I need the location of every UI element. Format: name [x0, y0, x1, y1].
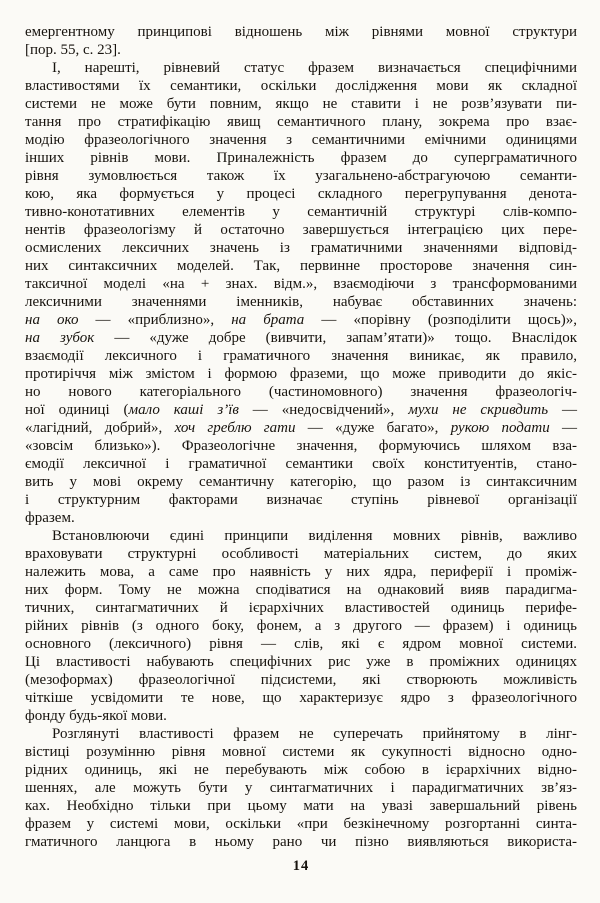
text-line — [25, 131, 577, 149]
text-line — [25, 563, 577, 581]
text-run: нентів фразеологізму й остаточно завершується інтеграцією цих пере- — [25, 222, 577, 238]
text-line — [25, 689, 577, 707]
text-line — [25, 221, 577, 239]
text-run: ках. Необхідно тільки при цьому мати на увазі завершальний рівень — [25, 798, 577, 814]
text-line — [25, 815, 577, 833]
text-run: — «недосвідчений», — [238, 402, 409, 418]
text-line — [25, 185, 577, 203]
text-run: Розглянуті властивості фразем не суперечать прийнятому в лінг- — [52, 726, 577, 742]
text-run: системи не може бути повним, якщо не ставити і не розв’язувати пи- — [25, 96, 577, 112]
italic-phrase: мало каші з’їв — [128, 402, 239, 418]
text-line — [25, 671, 577, 689]
italic-phrase: на око — [25, 312, 79, 328]
text-line — [25, 59, 577, 77]
text-line — [25, 401, 577, 419]
text-run: кою, яка формується у процесі складного перегрупування денота- — [25, 186, 577, 202]
text-line — [25, 257, 577, 275]
italic-phrase: мухи не скривдить — [408, 402, 549, 418]
text-run: «лагідний, добрий», — [25, 420, 175, 436]
text-line — [25, 599, 577, 617]
text-line — [25, 23, 577, 41]
text-line — [25, 311, 577, 329]
text-line — [25, 797, 577, 815]
text-run: емергентному принципові відношень між рівнями мовної структури — [25, 24, 577, 40]
text-run: — — [548, 402, 577, 418]
text-run: і структурним факторами визначає ступінь рівневої організації — [25, 492, 577, 508]
text-run: рійних рівнів (з одного боку, фонем, а з другого — фразем) і одиниць — [25, 618, 577, 634]
text-run: Встановлюючи єдині принципи виділення мовних рівнів, важливо — [52, 528, 577, 544]
text-line — [25, 95, 577, 113]
text-run: [пор. 55, с. 23]. — [25, 42, 121, 58]
text-run: (мезоформах) фразеологічної підсистеми, які створюють можливість — [25, 672, 577, 688]
text-run: таксичної моделі «на + знах. відм.», взаємодіючи з трансформованими — [25, 276, 577, 292]
text-run: модію фразеологічного значення з семантичними емічними одиницями — [25, 132, 577, 148]
text-line — [25, 113, 577, 131]
text-line — [25, 833, 577, 851]
text-run: рівня зумовлюється також їх узагальнено-абстрагуючою семанти- — [25, 168, 577, 184]
italic-phrase: хоч греблю гати — [174, 420, 296, 436]
text-line — [25, 437, 577, 455]
text-run: Ці властивості набувають специфічних рис уже в проміжних одиницях — [25, 654, 577, 670]
text-line — [25, 41, 577, 59]
text-line — [25, 779, 577, 797]
text-line — [25, 329, 577, 347]
paragraph — [25, 59, 577, 527]
text-line — [25, 761, 577, 779]
text-run: — «дуже багато», — [295, 420, 451, 436]
paragraph — [25, 527, 577, 725]
text-line — [25, 545, 577, 563]
text-line — [25, 383, 577, 401]
text-run: фонду будь-якої мови. — [25, 708, 167, 724]
text-line — [25, 491, 577, 509]
text-line — [25, 743, 577, 761]
paragraph — [25, 23, 577, 59]
text-run: рідних одиниць, які не перебувають між собою в ієрархічних відно- — [25, 762, 577, 778]
text-run: фразем у системі мови, оскільки «при безкінечному розгортанні синта- — [25, 816, 577, 832]
text-run: чіткіше усвідомити те нове, що характеризує ядро з фразеологічного — [25, 690, 577, 706]
text-line — [25, 653, 577, 671]
text-line — [25, 167, 577, 185]
text-line — [25, 455, 577, 473]
text-run: вить у мові окрему семантичну категорію, що разом із синтаксичним — [25, 474, 577, 490]
text-run: інших рівнів мови. Приналежність фразем до суперграматичного — [25, 150, 577, 166]
italic-phrase: на брата — [231, 312, 305, 328]
text-line — [25, 365, 577, 383]
text-line — [25, 617, 577, 635]
text-line — [25, 419, 577, 437]
text-run: протиріччя між змістом і формою фраземи, що може приводити до якіс- — [25, 366, 577, 382]
text-run: гматичного ланцюга в ньому рано чи пізно виявляються використа- — [25, 834, 577, 850]
text-line — [25, 635, 577, 653]
text-run: тання про стратифікацію явищ семантичного плану, зокрема про взає- — [25, 114, 577, 130]
italic-phrase: на зубок — [25, 330, 95, 346]
text-run: вістиці розумінню рівня мовної системи як сукупності відносно одно- — [25, 744, 577, 760]
text-line — [25, 509, 577, 527]
text-run: них синтаксичних моделей. Так, первинне просторове значення син- — [25, 258, 577, 274]
text-run: шеннях, але можуть бути у синтагматичних і парадигматичних зв’яз- — [25, 780, 577, 796]
text-run: ємодії лексичної і граматичної семантики своїх конституентів, стано- — [25, 456, 577, 472]
text-line — [25, 527, 577, 545]
paragraph — [25, 725, 577, 851]
page-number: 14 — [292, 858, 310, 874]
text-line — [25, 203, 577, 221]
text-run: І, нарешті, рівневий статус фразем визначається специфічними — [52, 60, 577, 76]
text-line — [25, 725, 577, 743]
text-run: фразем. — [25, 510, 75, 526]
text-run: них форм. Тому не можна сподіватися на однаковий вияв парадигма- — [25, 582, 577, 598]
text-run: но нового категоріального (частиномовного) значення фразеологіч- — [25, 384, 577, 400]
text-line — [25, 347, 577, 365]
text-run: тивно-конотативних елементів у семантичній структурі слів-компо- — [25, 204, 577, 220]
text-run: властивостями їх семантики, оскільки дослідження мови як складної — [25, 78, 577, 94]
text-run: взаємодії лексичного і граматичного значення виникає, як правило, — [25, 348, 577, 364]
text-line — [25, 149, 577, 167]
text-run: ної одиниці ( — [25, 402, 129, 418]
text-line — [25, 473, 577, 491]
text-line — [25, 293, 577, 311]
text-run: «зовсім близько»). Фразеологічне значення, формуючись шляхом вза- — [25, 438, 577, 454]
text-run: осмислених лексичних значень із граматичними значеннями відповід- — [25, 240, 577, 256]
text-line — [25, 275, 577, 293]
italic-phrase: рукою подати — [450, 420, 550, 436]
text-run: враховувати структурні особливості матеріальних систем, до яких — [25, 546, 577, 562]
text-run: тичних, синтагматичних й ієрархічних властивостей одиниць перифе- — [25, 600, 577, 616]
text-line — [25, 77, 577, 95]
page-text — [25, 23, 577, 851]
text-run: — «приблизно», — [78, 312, 232, 328]
text-line — [25, 239, 577, 257]
text-run: — «порівну (розподілити щось)», — [304, 312, 577, 328]
text-run: основного (лексичного) рівня — слів, які є ядром мовної системи. — [25, 636, 577, 652]
text-run: лексичними значеннями іменників, набуває обставинних значень: — [25, 294, 577, 310]
text-line — [25, 707, 577, 725]
text-run: — — [549, 420, 578, 436]
text-run: належить мова, а саме про наявність у них ядра, периферії і проміж- — [25, 564, 577, 580]
text-line — [25, 581, 577, 599]
text-run: — «дуже добре (вивчити, запам’ятати)» тощо. Внаслідок — [94, 330, 577, 346]
